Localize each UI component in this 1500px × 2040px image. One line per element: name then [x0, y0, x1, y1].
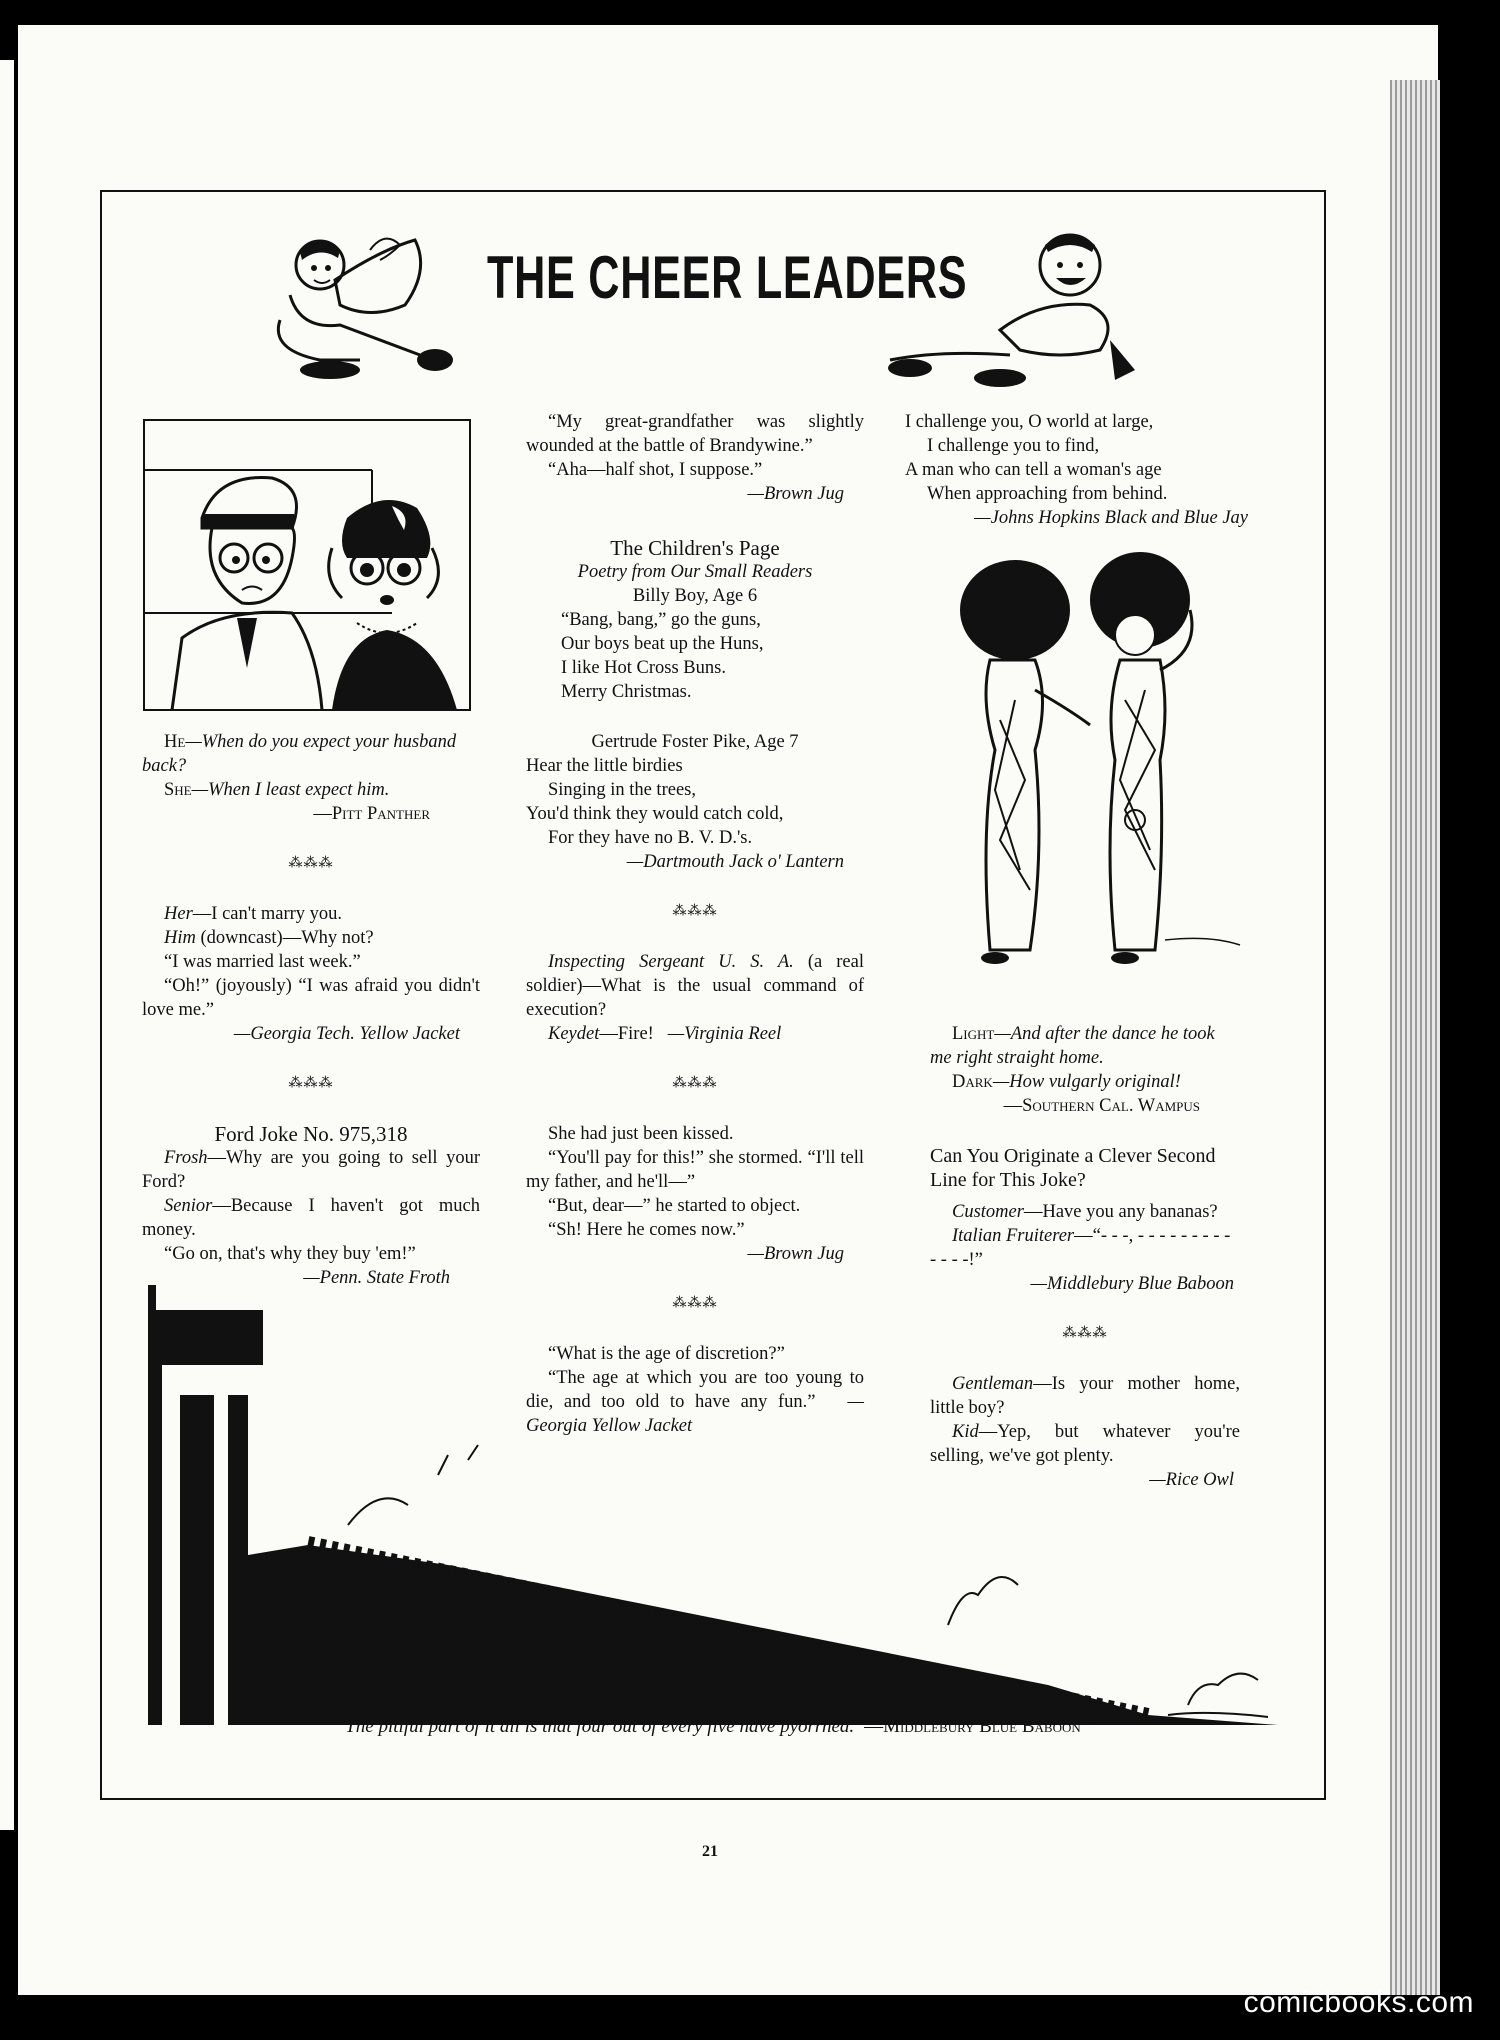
dialogue-text: “The age at which you are too young to die, and too old to have any fun.”	[526, 1368, 864, 1412]
poem-line: A man who can tell a woman's age	[905, 460, 1162, 480]
column-3-top	[905, 410, 1250, 530]
dialogue-text: (downcast)—Why not?	[195, 928, 374, 948]
joke-source: —Virginia Reel	[667, 1024, 782, 1044]
two-women-cartoon	[920, 550, 1260, 990]
joke-gentleman-line	[930, 1372, 1240, 1420]
speaker-label: Him	[164, 928, 196, 948]
dialogue-text	[526, 1366, 864, 1438]
poem-line: I challenge you, O world at large,	[905, 412, 1154, 432]
poem-author: Billy Boy, Age 6	[632, 586, 758, 606]
dialogue-text: —I can't marry you.	[192, 904, 343, 924]
speaker-label: Senior	[164, 1196, 213, 1216]
joke-keydet-line	[526, 1022, 864, 1046]
joke-her-line	[142, 902, 480, 926]
joke-source: —Rice Owl	[1149, 1470, 1234, 1490]
poem-line: You'd think they would catch cold,	[526, 804, 784, 824]
joke-kid-line	[930, 1420, 1240, 1468]
joke-heading: Ford Joke No. 975,318	[214, 1122, 408, 1146]
caption-source: —Middlebury Blue Baboon	[864, 1716, 1081, 1737]
joke-frosh-line	[142, 1146, 480, 1194]
page-edges	[1390, 80, 1440, 1995]
joke-source: —Southern Cal. Wampus	[1003, 1096, 1200, 1116]
watermark: comicbooks.com	[1243, 1986, 1474, 2019]
title-illustration	[230, 210, 1210, 390]
speaker-label: Kid	[952, 1422, 979, 1442]
poem-line: For they have no B. V. D.'s.	[548, 828, 753, 848]
poem-author: Gertrude Foster Pike, Age 7	[591, 732, 799, 752]
speaker-label: Frosh	[164, 1148, 208, 1168]
dialogue-text: “Sh! Here he comes now.”	[548, 1220, 745, 1240]
speaker-label: Keydet	[548, 1024, 600, 1044]
dialogue-text: “My great-grandfather was slightly wounded at the battle of Brandywine.”	[526, 412, 864, 456]
dialogue-text: —Because I haven't got much money.	[142, 1196, 480, 1240]
joke-source: —Middlebury Blue Baboon	[1030, 1274, 1234, 1294]
bottom-caption	[100, 1716, 1326, 1738]
dialogue-text: “But, dear—” he started to object.	[548, 1196, 801, 1216]
caption-text: The pitiful part of it all is that four out of every five have pyorrhea.	[345, 1716, 855, 1737]
column-2	[526, 410, 864, 1438]
poem-line: I challenge you to find,	[927, 436, 1100, 456]
speaker-label: Her	[164, 904, 193, 924]
separator-ornament: ⁂⁂⁂	[1062, 1326, 1108, 1341]
dialogue-text: “What is the age of discretion?”	[548, 1344, 785, 1364]
speaker-label: He	[164, 732, 186, 752]
dialogue-text: —Yep, but whatever you're selling, we've got plenty.	[930, 1422, 1240, 1466]
joke-light-line	[930, 1022, 1240, 1070]
couple-cartoon	[142, 418, 472, 713]
joke-source: —Dartmouth Jack o' Lantern	[626, 852, 844, 872]
dialogue-text: “Go on, that's why they buy 'em!”	[164, 1244, 416, 1264]
joke-heading: Can You Originate a Clever Second Line for This Joke?	[930, 1145, 1216, 1191]
joke-fruiterer-line	[930, 1224, 1240, 1272]
joke-customer-line	[930, 1200, 1240, 1224]
poem-1	[526, 608, 864, 704]
speaker-label: She	[164, 780, 192, 800]
poem-line: When approaching from behind.	[927, 484, 1168, 504]
speaker-label: Light	[952, 1024, 995, 1044]
speaker-label: Italian Fruiterer	[952, 1226, 1075, 1246]
joke-he-line	[142, 730, 480, 778]
joke-senior-line	[142, 1194, 480, 1242]
challenge-poem	[905, 410, 1250, 506]
page-number: 21	[702, 1843, 718, 1860]
joke-sergeant-line	[526, 950, 864, 1022]
poem-line: I like Hot Cross Buns.	[561, 658, 726, 678]
poem-line: Merry Christmas.	[561, 682, 692, 702]
dialogue-text: —When do you expect your husband back?	[142, 732, 457, 776]
dialogue-text: She had just been kissed.	[548, 1124, 734, 1144]
dialogue-text: —Why are you going to sell your Ford?	[142, 1148, 480, 1192]
joke-source: —Pitt Panther	[313, 804, 430, 824]
column-1-top	[142, 730, 480, 1290]
speaker-label: Customer	[952, 1202, 1024, 1222]
dialogue-text: —How vulgarly original!	[992, 1072, 1181, 1092]
speaker-label: Dark	[952, 1072, 993, 1092]
dialogue-text: —Have you any bananas?	[1023, 1202, 1218, 1222]
dialogue-text: —When I least expect him.	[191, 780, 390, 800]
dialogue-text: (a real soldier)—What is the usual command of execution?	[526, 952, 864, 1020]
dialogue-text: —Fire!	[599, 1024, 654, 1044]
children-page-subheading: Poetry from Our Small Readers	[577, 562, 813, 582]
dialogue-text: —Is your mother home, little boy?	[930, 1374, 1240, 1418]
separator-ornament: ⁂⁂⁂	[288, 1076, 334, 1091]
joke-source: —Johns Hopkins Black and Blue Jay	[974, 508, 1248, 528]
joke-source: —Brown Jug	[747, 1244, 844, 1264]
separator-ornament: ⁂⁂⁂	[672, 1296, 718, 1311]
dialogue-text: —“- - -, - - - - - - - - - - - - -!”	[930, 1226, 1231, 1270]
separator-ornament: ⁂⁂⁂	[672, 904, 718, 919]
joke-dark-line	[930, 1070, 1240, 1094]
joke-source: —Brown Jug	[747, 484, 844, 504]
separator-ornament: ⁂⁂⁂	[672, 1076, 718, 1091]
dialogue-text: “Oh!” (joyously) “I was afraid you didn't love me.”	[142, 976, 480, 1020]
column-3-bottom	[930, 1022, 1240, 1492]
dialogue-text: “You'll pay for this!” she stormed. “I'll tell my father, and he'll—”	[526, 1148, 864, 1192]
joke-source: —Georgia Tech. Yellow Jacket	[233, 1024, 460, 1044]
dialogue-text: “I was married last week.”	[164, 952, 361, 972]
separator-ornament: ⁂⁂⁂	[288, 856, 334, 871]
children-page-heading: The Children's Page	[610, 536, 780, 560]
poem-line: Our boys beat up the Huns,	[561, 634, 764, 654]
cheer-leader-right-drawing	[880, 210, 1210, 390]
speaker-label: Gentleman	[952, 1374, 1034, 1394]
joke-she-line	[142, 778, 480, 802]
dialogue-text: —And after the dance he took me right straight home.	[930, 1024, 1215, 1068]
joke-him-line	[142, 926, 480, 950]
poem-line: “Bang, bang,” go the guns,	[561, 610, 761, 630]
poem-2	[526, 754, 864, 850]
poem-line: Singing in the trees,	[548, 780, 696, 800]
page-title: THE CHEER LEADERS	[487, 244, 968, 311]
dialogue-text: “Aha—half shot, I suppose.”	[548, 460, 763, 480]
facing-page-edge	[0, 60, 14, 1830]
joke-source: —Georgia Yellow Jacket	[526, 1392, 864, 1436]
speaker-label: Inspecting Sergeant U. S. A.	[548, 952, 794, 972]
joke-source: —Penn. State Froth	[303, 1268, 450, 1288]
cheer-leader-left-drawing	[230, 210, 490, 390]
poem-line: Hear the little birdies	[526, 756, 683, 776]
